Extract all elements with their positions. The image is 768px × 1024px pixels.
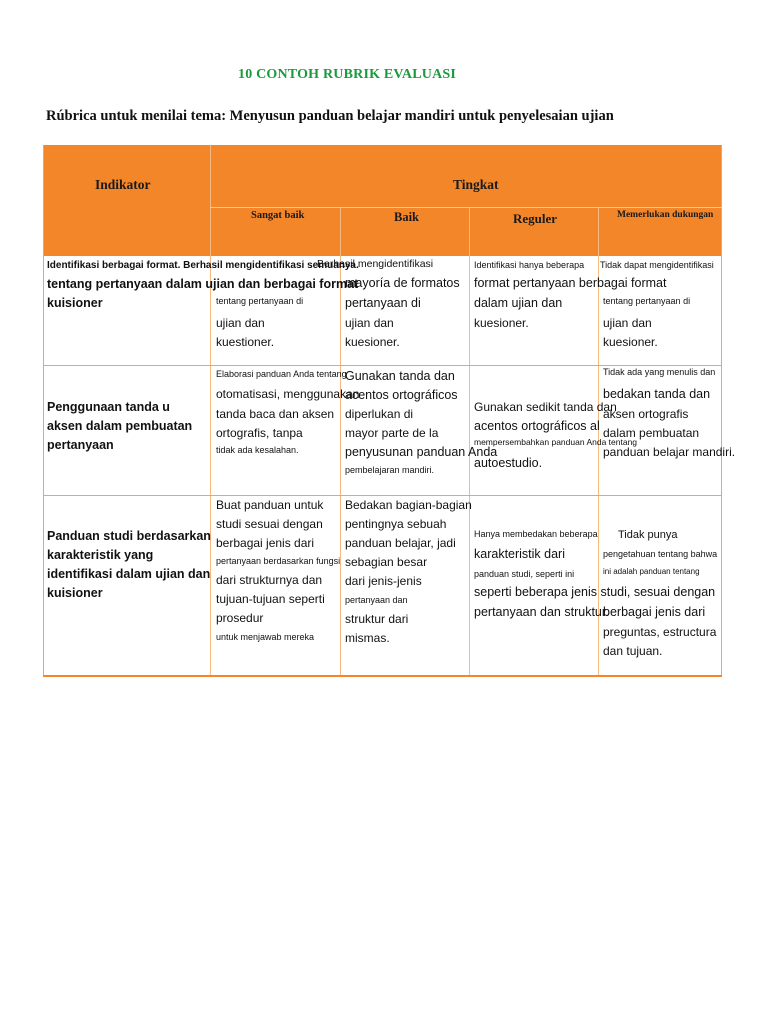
row1-col2-text: mayoría de formatos [345, 276, 460, 290]
row2-col4-text: panduan belajar mandiri. [603, 445, 736, 459]
table-header [43, 145, 722, 256]
row2-col4-text: aksen ortografis [603, 407, 689, 421]
row3-col3-text: pertanyaan dan struktur. [474, 605, 609, 619]
header-level-4: Memerlukan dukungan [617, 210, 714, 220]
row1-col1-text: tentang pertanyaan di [216, 296, 304, 306]
row3-col4-text: berbagai jenis dari [603, 605, 706, 619]
row2-col4-text: dalam pembuatan [603, 426, 700, 440]
row3-col1-text: berbagai jenis dari [216, 536, 315, 550]
row2-col3-text: mempersembahkan panduan Anda tentang [474, 437, 638, 447]
grid-line [210, 207, 722, 208]
row2-col3-text: acentos ortográficos al [474, 419, 600, 433]
row3-col1-text: studi sesuai dengan [216, 517, 323, 531]
row3-col1-text: pertanyaan berdasarkan fungsi [216, 556, 341, 566]
row3-col1-text: tujuan-tujuan seperti [216, 592, 325, 606]
row1-indicator-line1: Identifikasi berbagai format. Berhasil mengidentifikasi semuanya. [47, 260, 359, 271]
header-level-3: Reguler [513, 211, 558, 226]
row3-col1-text: untuk menjawab mereka [216, 632, 315, 642]
row3-col1-text: prosedur [216, 611, 264, 625]
row2-col2-text: pembelajaran mandiri. [345, 465, 435, 475]
row1-col3-text: kuesioner. [474, 316, 529, 330]
row1-col4-text: ujian dan [603, 316, 652, 330]
row2-col2-text: mayor parte de la [345, 426, 439, 440]
row2-col2-text: penyusunan panduan Anda [345, 445, 498, 459]
row2-col3-text: autoestudio. [474, 456, 543, 470]
grid-line [43, 675, 722, 677]
row1-col2-text: ujian dan [345, 316, 394, 330]
row3-col2-text: panduan belajar, jadi [345, 536, 456, 550]
row2-indicator-line: aksen dalam pembuatan [47, 419, 193, 433]
row3-indicator-line: karakteristik yang [47, 548, 154, 562]
row2-col1-text: otomatisasi, menggunakan [216, 387, 360, 401]
row3-col1-text: Buat panduan untuk [216, 498, 324, 512]
header-level-1: Sangat baik [251, 210, 305, 221]
row3-col3-text: panduan studi, seperti ini [474, 569, 575, 579]
row1-col3-text: format pertanyaan berbagai format [474, 276, 667, 290]
rubric-table [43, 145, 736, 676]
row3-indicator-line: identifikasi dalam ujian dan [47, 567, 211, 581]
row3-col2-text: pentingnya sebuah [345, 517, 447, 531]
row2-col3-text: Gunakan sedikit tanda dan [474, 400, 617, 414]
row3-col3-text: seperti beberapa jenis studi, sesuai dengan [474, 585, 716, 599]
row1-col2-text: pertanyaan di [345, 296, 421, 310]
row2-col1-text: ortografis, tanpa [216, 426, 303, 440]
row2-indicator-line: Penggunaan tanda u [47, 400, 170, 414]
grid-line [469, 207, 470, 676]
row2-col4-text: bedakan tanda dan [603, 387, 711, 401]
header-indicator: Indikator [95, 177, 151, 192]
row2-col1-text: Elaborasi panduan Anda tentang [216, 369, 347, 379]
row1-col4-text: kuesioner. [603, 335, 658, 349]
row3-col4-text: ini adalah panduan tentang [603, 567, 700, 576]
row3-col1-text: dari strukturnya dan [216, 573, 323, 587]
row1-col2-text: kuesioner. [345, 335, 400, 349]
row2-col2-text: acentos ortográficos [345, 388, 458, 402]
grid-line [43, 145, 44, 676]
row1-col4-text: Tidak dapat mengidentifikasi [600, 260, 714, 270]
row3-col4-text: preguntas, estructura [603, 625, 717, 639]
row1-col4-text: tentang pertanyaan di [603, 296, 691, 306]
row3-col3-text: karakteristik dari [474, 547, 565, 561]
grid-line [210, 145, 211, 676]
row2-indicator-line: pertanyaan [47, 438, 114, 452]
row1-col3-text: Identifikasi hanya beberapa [474, 260, 585, 270]
row3-col2-text: dari jenis-jenis [345, 574, 422, 588]
row3-col2-text: mismas. [345, 631, 390, 645]
row2-col1-text: tanda baca dan aksen [216, 407, 335, 421]
grid-line [721, 145, 722, 676]
row2-col4-text: Tidak ada yang menulis dan [603, 367, 716, 377]
row3-col2-text: pertanyaan dan [345, 595, 408, 605]
row3-col2-text: sebagian besar [345, 555, 428, 569]
row1-col1-text: kuestioner. [216, 335, 275, 349]
row3-col2-text: struktur dari [345, 612, 409, 626]
row2-col2-text: diperlukan di [345, 407, 414, 421]
grid-line [43, 495, 722, 496]
row3-indicator-line: kuisioner [47, 586, 103, 600]
row3-col2-text: Bedakan bagian-bagian [345, 498, 472, 512]
row2-col1-text: tidak ada kesalahan. [216, 445, 299, 455]
row1-col3-text: dalam ujian dan [474, 296, 563, 310]
row1-indicator-line2: tentang pertanyaan dalam ujian dan berbagai format [47, 277, 359, 291]
header-level-2: Baik [394, 210, 420, 224]
row3-col4-text: dan tujuan. [603, 644, 663, 658]
document-subtitle: Rúbrica untuk menilai tema: Menyusun panduan belajar mandiri untuk penyelesaian ujian [46, 108, 614, 124]
row3-col4-text: pengetahuan tentang bahwa [603, 549, 718, 559]
row1-col1-text: ujian dan [216, 316, 265, 330]
row1-indicator-line3: kuisioner [47, 296, 103, 310]
row3-indicator-line: Panduan studi berdasarkan [47, 529, 211, 543]
row3-col4-text: Tidak punya [618, 529, 678, 541]
row2-col2-text: Gunakan tanda dan [345, 369, 455, 383]
row1-col2-text: Berhasil mengidentifikasi [317, 258, 434, 270]
row3-col3-text: Hanya membedakan beberapa [474, 529, 598, 539]
header-level: Tingkat [453, 177, 499, 192]
document-title: 10 CONTOH RUBRIK EVALUASI [238, 67, 457, 82]
grid-line [43, 365, 722, 366]
